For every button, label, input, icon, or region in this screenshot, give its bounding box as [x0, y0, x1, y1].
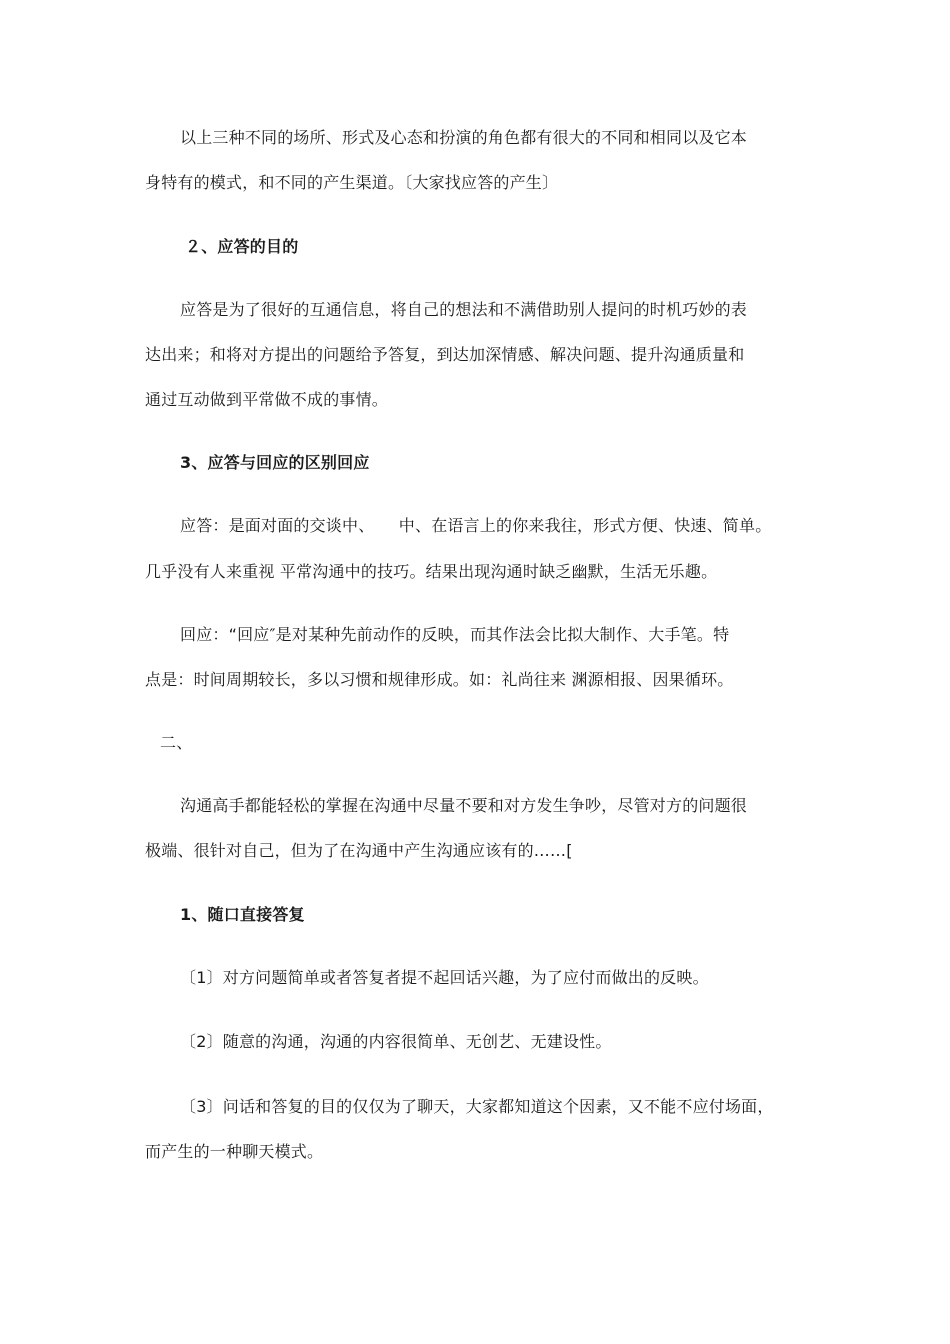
paragraph-line: 而产生的一种聊天模式。	[145, 1142, 324, 1161]
paragraph-line: 通过互动做到平常做不成的事情。	[145, 390, 389, 409]
section-heading-direct-reply: 1、随口直接答复	[180, 905, 305, 924]
paragraph-line: 几乎没有人来重视 平常沟通中的技巧。结果出现沟通时缺乏幽默，生活无乐趣。	[145, 562, 718, 581]
list-item: 〔1〕对方问题简单或者答复者提不起回话兴趣，为了应付而做出的反映。	[180, 968, 709, 987]
list-item: 〔3〕问话和答复的目的仅仅为了聊天，大家都知道这个因素，又不能不应付场面，	[180, 1097, 774, 1116]
section-number-two: 二、	[160, 733, 193, 752]
section-heading-difference: 3、应答与回应的区别回应	[180, 453, 370, 472]
paragraph-line: 身特有的模式，和不同的产生渠道。〔大家找应答的产生〕	[145, 173, 559, 192]
paragraph-line: 应答：是面对面的交谈中、 中、在语言上的你来我往，形式方便、快速、简单。	[180, 516, 772, 535]
paragraph-line: 应答是为了很好的互通信息，将自己的想法和不满借助别人提问的时机巧妙的表	[180, 300, 748, 319]
paragraph-line: 点是：时间周期较长，多以习惯和规律形成。如：礼尚往来 渊源相报、因果循环。	[145, 670, 734, 689]
paragraph-line: 沟通高手都能轻松的掌握在沟通中尽量不要和对方发生争吵，尽管对方的问题很	[180, 796, 748, 815]
section-heading-purpose: ２、应答的目的	[185, 237, 299, 256]
paragraph-line: 达出来；和将对方提出的问题给予答复，到达加深情感、解决问题、提升沟通质量和	[145, 345, 745, 364]
paragraph-line: 极端、很针对自己，但为了在沟通中产生沟通应该有的……[	[145, 841, 573, 860]
list-item: 〔2〕随意的沟通，沟通的内容很简单、无创艺、无建设性。	[180, 1032, 612, 1051]
paragraph-line: 以上三种不同的场所、形式及心态和扮演的角色都有很大的不同和相同以及它本	[180, 128, 748, 147]
paragraph-line: 回应：“回应″是对某种先前动作的反映，而其作法会比拟大制作、大手笔。特	[180, 625, 730, 644]
